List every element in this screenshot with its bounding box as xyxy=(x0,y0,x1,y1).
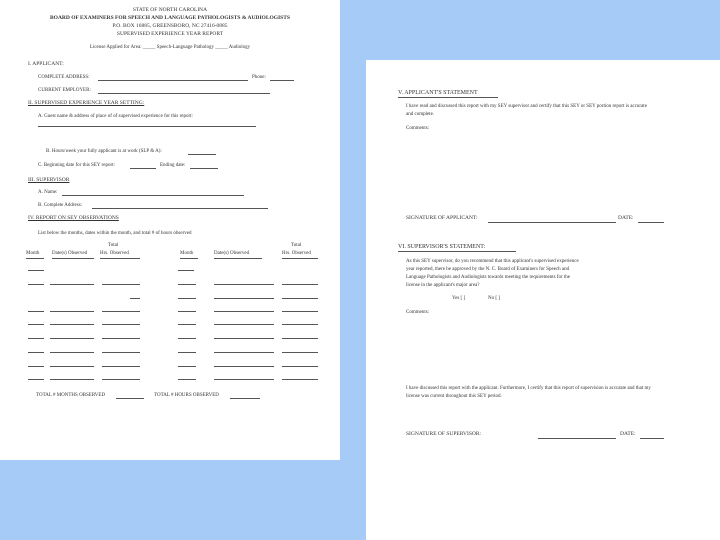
table-row[interactable] xyxy=(28,270,44,271)
table-row[interactable] xyxy=(50,324,94,325)
table-row[interactable] xyxy=(28,284,44,285)
supervisor-date-line[interactable] xyxy=(640,438,664,439)
phone-field-line[interactable] xyxy=(270,80,294,81)
supervisor-address-field-line[interactable] xyxy=(92,208,268,209)
beginning-date-label: C. Beginning date for this SEY report: xyxy=(38,163,115,168)
table-row[interactable] xyxy=(50,311,94,312)
applicant-signature-line[interactable] xyxy=(488,222,616,223)
table-row[interactable] xyxy=(178,379,196,380)
header-underline xyxy=(52,258,94,259)
table-row[interactable] xyxy=(28,311,44,312)
header-state: STATE OF NORTH CAROLINA xyxy=(132,7,208,13)
table-row[interactable] xyxy=(282,366,318,367)
table-row[interactable] xyxy=(50,284,94,285)
col-total-header: Total xyxy=(291,243,302,248)
table-row[interactable] xyxy=(282,324,318,325)
applicant-statement-text: I have read and discussed this report with my SEY supervisor and certify that this SEY or SEY portion report is accurate xyxy=(406,104,647,109)
total-hours-label: TOTAL # HOURS OBSERVED xyxy=(154,393,219,398)
form-page-right xyxy=(366,60,720,540)
supervisor-question-text: Language Pathologists and Audiologists towards meeting the requirements for the xyxy=(406,275,570,280)
applicant-comments-label: Comments: xyxy=(406,126,430,131)
section-supervisor: III. SUPERVISOR xyxy=(28,177,70,183)
section-applicant-statement: V. APPLICANT'S STATEMENT xyxy=(398,90,478,96)
table-row[interactable] xyxy=(178,311,196,312)
table-row[interactable] xyxy=(214,379,274,380)
supervisor-comments-label: Comments: xyxy=(406,310,430,315)
table-row[interactable] xyxy=(282,311,318,312)
yes-checkbox[interactable]: Yes [ ] xyxy=(452,296,466,301)
complete-address-label: COMPLETE ADDRESS: xyxy=(38,75,90,80)
table-row[interactable] xyxy=(214,284,274,285)
current-employer-label: CURRENT EMPLOYER: xyxy=(38,88,91,93)
col-dates-header: Date(s) Observed xyxy=(52,251,88,256)
section-setting: II. SUPERVISED EXPERIENCE YEAR SETTING: xyxy=(28,100,145,106)
header-address: P.O. BOX 16885, GREENSBORO, NC 27416-0885 xyxy=(112,23,228,29)
header-report-title: SUPERVISED EXPERIENCE YEAR REPORT xyxy=(116,31,224,37)
license-area-line: License Applied for Area: _____ Speech-Language Pathology _____ Audiology xyxy=(89,45,251,50)
table-row[interactable] xyxy=(102,338,140,339)
supervisor-certification-text: I have discussed this report with the applicant. Furthermore, I certify that this report of supervision is accurate and that my xyxy=(406,386,651,391)
table-row[interactable] xyxy=(282,352,318,353)
table-row[interactable] xyxy=(102,366,140,367)
section-supervisor-statement: VI. SUPERVISOR'S STATEMENT: xyxy=(398,244,486,250)
table-row[interactable] xyxy=(178,366,196,367)
table-row[interactable] xyxy=(130,298,140,299)
applicant-date-label: DATE: xyxy=(618,215,634,221)
header-underline xyxy=(282,258,318,259)
table-row[interactable] xyxy=(178,270,194,271)
table-row[interactable] xyxy=(178,324,196,325)
table-row[interactable] xyxy=(282,284,318,285)
applicant-date-line[interactable] xyxy=(638,222,664,223)
hours-week-label: B. Hours/week your fully applicant is at work (SLP & A): xyxy=(46,149,162,154)
header-underline xyxy=(100,258,140,259)
applicant-statement-text: and complete. xyxy=(406,112,435,117)
table-row[interactable] xyxy=(102,311,140,312)
table-row[interactable] xyxy=(50,352,94,353)
no-checkbox[interactable]: No [ ] xyxy=(488,296,500,301)
employer-field-line[interactable] xyxy=(98,93,270,94)
table-row[interactable] xyxy=(102,324,140,325)
table-row[interactable] xyxy=(178,284,196,285)
table-row[interactable] xyxy=(178,352,196,353)
header-board: BOARD OF EXAMINERS FOR SPEECH AND LANGUAGE PATHOLOGISTS & AUDIOLOGISTS xyxy=(50,15,290,21)
form-page-left xyxy=(0,0,340,460)
col-month-header: Month xyxy=(26,251,40,256)
col-month-header: Month xyxy=(180,251,194,256)
table-row[interactable] xyxy=(50,366,94,367)
table-row[interactable] xyxy=(102,379,140,380)
table-row[interactable] xyxy=(28,366,44,367)
table-row[interactable] xyxy=(102,284,140,285)
table-row[interactable] xyxy=(214,298,274,299)
applicant-signature-label: SIGNATURE OF APPLICANT: xyxy=(406,215,478,221)
table-row[interactable] xyxy=(178,338,196,339)
col-dates-header: Date(s) Observed xyxy=(214,251,250,256)
table-row[interactable] xyxy=(214,352,274,353)
table-row[interactable] xyxy=(28,379,44,380)
supervisor-name-field-line[interactable] xyxy=(62,195,244,196)
header-underline xyxy=(26,258,44,259)
col-total-header: Total xyxy=(108,243,119,248)
ending-date-field-line[interactable] xyxy=(190,168,218,169)
supervisor-signature-label: SIGNATURE OF SUPERVISOR: xyxy=(406,431,482,437)
col-hrs-header: Hrs. Observed xyxy=(100,251,129,256)
section-underline xyxy=(398,251,516,252)
supervisor-certification-text: license was current throughout this SEY period. xyxy=(406,394,502,399)
table-row[interactable] xyxy=(214,311,274,312)
table-row[interactable] xyxy=(102,352,140,353)
section-observations: IV. REPORT ON SEY OBSERVATIONS xyxy=(28,215,119,221)
supervisor-question-text: As this SEY supervisor, do you recommend that this applicant's supervised experience xyxy=(406,259,579,264)
table-row[interactable] xyxy=(214,338,274,339)
supervisor-question-text: year reported, there be approved by the N. C. Board of Examiners for Speech and xyxy=(406,267,570,272)
phone-label: Phone: xyxy=(252,75,266,80)
total-months-label: TOTAL # MONTHS OBSERVED xyxy=(36,393,106,398)
table-row[interactable] xyxy=(282,379,318,380)
address-field-line[interactable] xyxy=(98,80,248,81)
header-underline xyxy=(214,258,262,259)
section-underline xyxy=(398,97,498,98)
table-row[interactable] xyxy=(178,298,196,299)
supervisor-address-label: B. Complete Address: xyxy=(38,203,83,208)
table-row[interactable] xyxy=(214,324,274,325)
supervisor-date-label: DATE: xyxy=(620,431,636,437)
total-months-field-line[interactable] xyxy=(116,398,144,399)
supervisor-signature-line[interactable] xyxy=(538,438,616,439)
col-hrs-header: Hrs. Observed xyxy=(282,251,311,256)
header-underline xyxy=(180,258,198,259)
table-row[interactable] xyxy=(214,366,274,367)
table-row[interactable] xyxy=(28,324,44,325)
table-row[interactable] xyxy=(50,379,94,380)
table-row[interactable] xyxy=(282,298,318,299)
observations-instructions: List below the months, dates within the month, and total # of hours observed xyxy=(38,231,192,236)
supervisor-question-text: license in the applicant's major area? xyxy=(406,283,480,288)
table-row[interactable] xyxy=(282,338,318,339)
table-row[interactable] xyxy=(28,352,44,353)
supervisor-name-label: A. Name: xyxy=(38,190,58,195)
setting-a-field-line[interactable] xyxy=(38,126,256,127)
ending-date-label: Ending date: xyxy=(160,163,186,168)
beginning-date-field-line[interactable] xyxy=(130,168,156,169)
section-applicant: I. APPLICANT: xyxy=(28,61,64,67)
table-row[interactable] xyxy=(50,338,94,339)
setting-a-label: A. Guest name & address of place of of supervised experience for this report: xyxy=(38,114,193,119)
total-hours-field-line[interactable] xyxy=(230,398,260,399)
table-row[interactable] xyxy=(28,338,44,339)
hours-week-field-line[interactable] xyxy=(188,154,216,155)
